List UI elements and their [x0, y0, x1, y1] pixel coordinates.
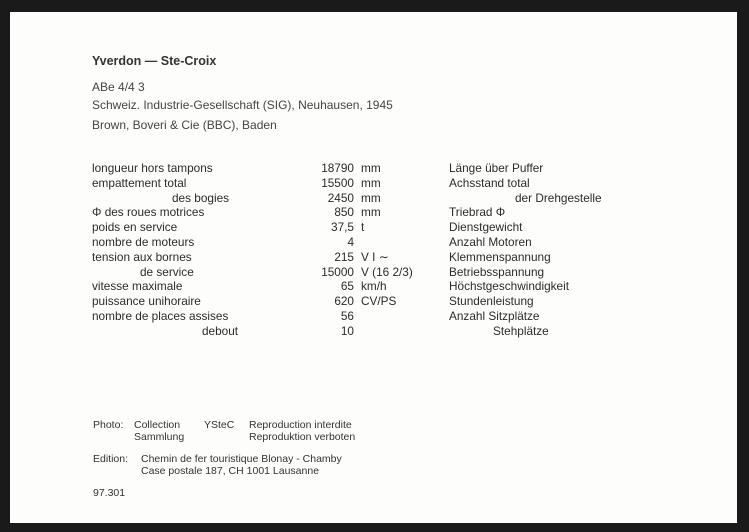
spec-label-fr: vitesse maximale [92, 279, 183, 294]
spec-value: 2450 [327, 190, 354, 205]
spec-unit: mm [361, 175, 381, 190]
spec-row [10, 279, 737, 294]
spec-label-de: Anzahl Sitzplätze [449, 309, 540, 323]
spec-label-de: Länge über Puffer [449, 161, 544, 175]
spec-row [10, 250, 737, 265]
route-title: Yverdon — Ste-Croix [92, 54, 217, 68]
manufacturer-electrical: Brown, Boveri & Cie (BBC), Baden [92, 118, 277, 132]
edition-label: Edition: [93, 453, 129, 465]
spec-value: 15500 [321, 175, 354, 190]
spec-value: 850 [334, 205, 354, 220]
edition-address: Case postale 187, CH 1001 Lausanne [141, 465, 320, 477]
spec-row [10, 205, 737, 220]
spec-unit: V I ∼ [361, 249, 389, 264]
spec-label-de: Stehplätze [493, 323, 549, 338]
spec-label-fr: des bogies [172, 190, 230, 205]
photo-ystec: YSteC [204, 419, 235, 431]
spec-value: 65 [340, 279, 354, 294]
photo-sammlung: Sammlung [134, 431, 185, 443]
spec-value: 4 [347, 235, 354, 249]
spec-label-fr: puissance unihoraire [92, 294, 201, 309]
card-number: 97.301 [93, 487, 126, 499]
spec-label-de: Triebrad Φ [449, 205, 506, 220]
spec-label-de: Betriebsspannung [449, 264, 545, 279]
spec-row [10, 309, 737, 324]
spec-label-fr: poids en service [92, 220, 178, 235]
spec-value: 15000 [321, 264, 354, 279]
spec-label-de: Höchstgeschwindigkeit [449, 279, 569, 294]
spec-label-fr: Φ des roues motrices [92, 205, 205, 220]
spec-label-de: Anzahl Motoren [449, 235, 532, 249]
spec-row [10, 191, 737, 206]
spec-label-fr: empattement total [92, 175, 187, 190]
spec-label-fr: nombre de moteurs [92, 235, 195, 249]
spec-unit: mm [361, 190, 381, 205]
postcard [10, 12, 737, 523]
spec-row [10, 235, 737, 250]
spec-label-de: der Drehgestelle [515, 190, 602, 205]
spec-row [10, 294, 737, 309]
spec-value: 10 [340, 323, 354, 338]
spec-row [10, 324, 737, 339]
spec-value: 215 [334, 249, 354, 264]
spec-value: 56 [340, 309, 354, 323]
spec-label-fr: tension aux bornes [92, 249, 192, 264]
spec-unit: km/h [361, 279, 387, 294]
spec-unit: mm [361, 161, 381, 175]
manufacturer-mechanical: Schweiz. Industrie-Gesellschaft (SIG), Neuhausen, 1945 [92, 98, 393, 112]
spec-unit: CV/PS [361, 294, 397, 309]
type-line: ABe 4/4 3 [92, 80, 145, 94]
spec-label-de: Stundenleistung [449, 294, 534, 309]
photo-collection: Collection [134, 419, 181, 431]
spec-row [10, 176, 737, 191]
spec-unit: t [361, 220, 365, 235]
spec-value: 620 [334, 294, 354, 309]
spec-label-fr: de service [140, 264, 194, 279]
spec-label-de: Achsstand total [449, 175, 530, 190]
edition-publisher: Chemin de fer touristique Blonay - Chamby [141, 453, 342, 465]
spec-value: 18790 [321, 161, 354, 175]
spec-label-de: Dienstgewicht [449, 220, 523, 235]
spec-row [10, 220, 737, 235]
spec-label-fr: longueur hors tampons [92, 161, 213, 175]
spec-value: 37,5 [331, 220, 354, 235]
reproduction-notice-de: Reproduktion verboten [249, 431, 356, 443]
reproduction-notice-fr: Reproduction interdite [249, 419, 352, 431]
spec-unit: V (16 2/3) [361, 264, 413, 279]
spec-unit: mm [361, 205, 381, 220]
spec-row [10, 265, 737, 280]
spec-label-de: Klemmenspannung [449, 249, 551, 264]
spec-row [10, 161, 737, 176]
photo-label: Photo: [93, 419, 124, 431]
spec-label-fr: debout [202, 323, 239, 338]
spec-label-fr: nombre de places assises [92, 309, 229, 323]
